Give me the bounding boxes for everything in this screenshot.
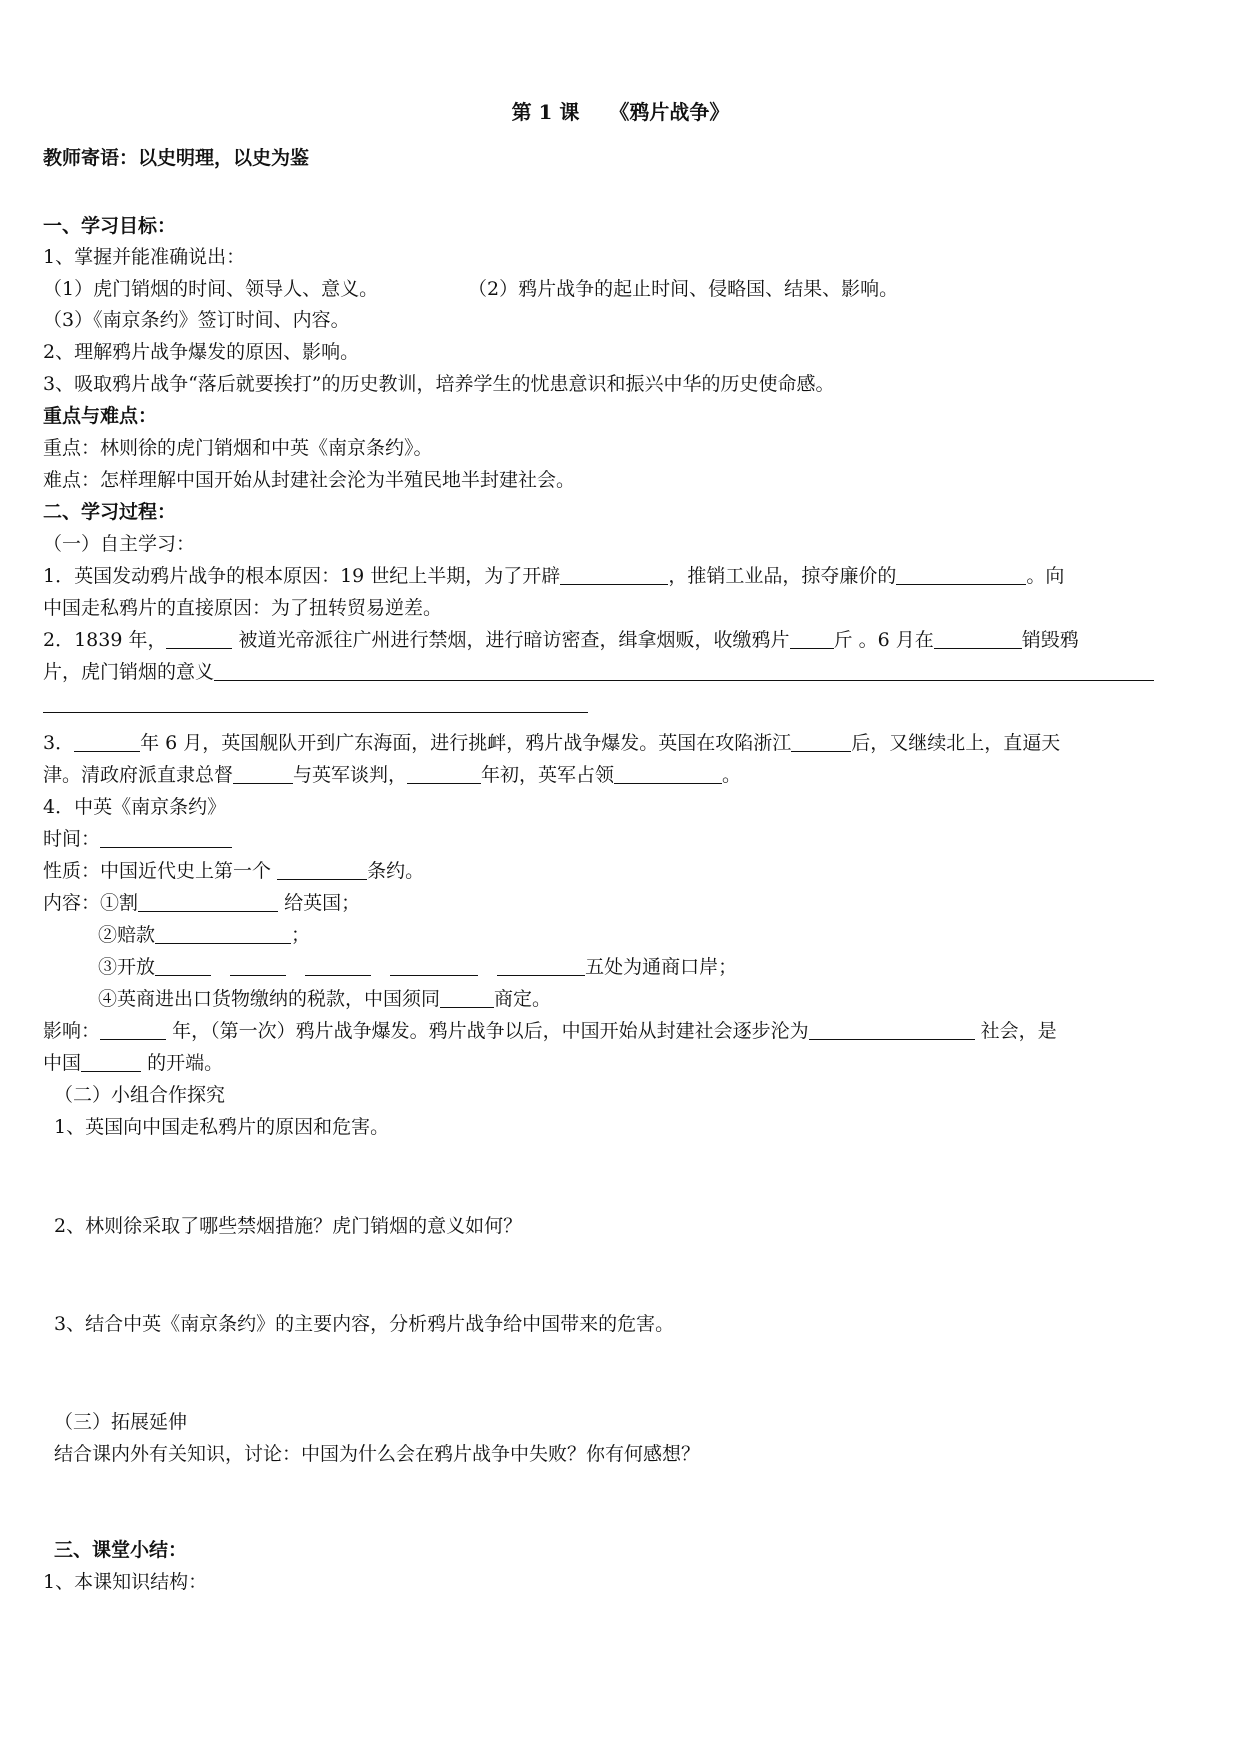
question-2-line-2: 片，虎门销烟的意义: [43, 658, 1154, 686]
blank[interactable]: [440, 987, 494, 1008]
blank[interactable]: [214, 660, 1154, 681]
question-1-line-2: 中国走私鸦片的直接原因：为了扭转贸易逆差。: [43, 597, 443, 619]
blank[interactable]: [100, 827, 232, 848]
treaty-time: 时间：: [43, 825, 232, 853]
blank[interactable]: [305, 955, 371, 976]
blank[interactable]: [166, 628, 232, 649]
goal-2: 2、理解鸦片战争爆发的原因、影响。: [43, 341, 360, 363]
section-1-heading: 一、学习目标：: [43, 215, 177, 237]
blank[interactable]: [791, 731, 851, 752]
goal-3: 3、吸取鸦片战争“落后就要挨打”的历史教训，培养学生的忧患意识和振兴中华的历史使命感。: [43, 373, 835, 395]
section-3-heading: 三、课堂小结：: [54, 1539, 188, 1561]
summary-item-1: 1、本课知识结构：: [43, 1571, 208, 1593]
section-2-heading: 二、学习过程：: [43, 501, 177, 523]
key-point: 重点：林则徐的虎门销烟和中英《南京条约》。: [43, 437, 433, 459]
blank[interactable]: [896, 564, 1026, 585]
treaty-content-4: ④英商进出口货物缴纳的税款，中国须同 商定。: [98, 988, 552, 1010]
goal-1a: （1）虎门销烟的时间、领导人、意义。: [43, 278, 379, 300]
self-study-heading: （一）自主学习：: [43, 533, 196, 555]
goal-1c: （3）《南京条约》签订时间、内容。: [43, 309, 350, 331]
treaty-content-2: ②赔款 ；: [98, 924, 311, 946]
extension-question: 结合课内外有关知识，讨论：中国为什么会在鸦片战争中失败？你有何感想？: [54, 1443, 701, 1465]
key-difficult-heading: 重点与难点：: [43, 405, 158, 427]
difficult-point: 难点：怎样理解中国开始从封建社会沦为半殖民地半封建社会。: [43, 469, 576, 491]
blank[interactable]: [497, 955, 585, 976]
goal-1b: （2）鸦片战争的起止时间、侵略国、结果、影响。: [468, 278, 899, 300]
group-question-3: 3、结合中英《南京条约》的主要内容，分析鸦片战争给中国带来的危害。: [54, 1313, 675, 1335]
group-study-heading: （二）小组合作探究: [54, 1084, 226, 1106]
blank[interactable]: [614, 763, 722, 784]
goal-1: 1、掌握并能准确说出：: [43, 246, 246, 268]
blank[interactable]: [100, 1019, 166, 1040]
blank[interactable]: [560, 564, 668, 585]
group-question-2: 2、林则徐采取了哪些禁烟措施？虎门销烟的意义如何？: [54, 1215, 523, 1237]
lesson-title: 第 1 课 《鸦片战争》: [511, 100, 730, 124]
blank[interactable]: [277, 859, 367, 880]
blank[interactable]: [390, 955, 478, 976]
blank[interactable]: [934, 628, 1022, 649]
teacher-motto: 教师寄语：以史明理，以史为鉴: [43, 147, 310, 169]
impact-line-1: 影响： 年，（第一次）鸦片战争爆发。鸦片战争以后，中国开始从封建社会逐步沦为 社会，是: [43, 1020, 1057, 1042]
impact-line-2: 中国 的开端。: [43, 1052, 224, 1074]
treaty-content-3: ③开放 五处为通商口岸；: [98, 956, 738, 978]
blank[interactable]: [155, 923, 291, 944]
answer-line[interactable]: [43, 712, 588, 713]
treaty-nature: 性质：中国近代史上第一个 条约。: [43, 860, 425, 882]
blank[interactable]: [155, 955, 211, 976]
blank[interactable]: [74, 731, 140, 752]
question-1-line-1: 1．英国发动鸦片战争的根本原因：19 世纪上半期，为了开辟 ，推销工业品，掠夺廉价的 。向: [43, 565, 1065, 587]
blank[interactable]: [790, 628, 834, 649]
blank[interactable]: [809, 1019, 975, 1040]
question-2-line-1: 2．1839 年， 被道光帝派往广州进行禁烟，进行暗访密查，缉拿烟贩，收缴鸦片 斤 。6 月在 销毁鸦: [43, 629, 1079, 651]
blank[interactable]: [138, 891, 278, 912]
blank[interactable]: [233, 763, 293, 784]
question-3-line-2: 津。清政府派直隶总督 与英军谈判， 年初，英军占领 。: [43, 764, 742, 786]
question-4-heading: 4．中英《南京条约》: [43, 796, 227, 818]
group-question-1: 1、英国向中国走私鸦片的原因和危害。: [54, 1116, 390, 1138]
extension-heading: （三）拓展延伸: [54, 1411, 188, 1433]
question-3-line-1: 3． 年 6 月，英国舰队开到广东海面，进行挑衅，鸦片战争爆发。英国在攻陷浙江 后，又继续北上，直逼天: [43, 732, 1061, 754]
blank[interactable]: [81, 1051, 141, 1072]
treaty-content-1: 内容：①割 给英国；: [43, 892, 361, 914]
blank[interactable]: [407, 763, 481, 784]
blank[interactable]: [230, 955, 286, 976]
